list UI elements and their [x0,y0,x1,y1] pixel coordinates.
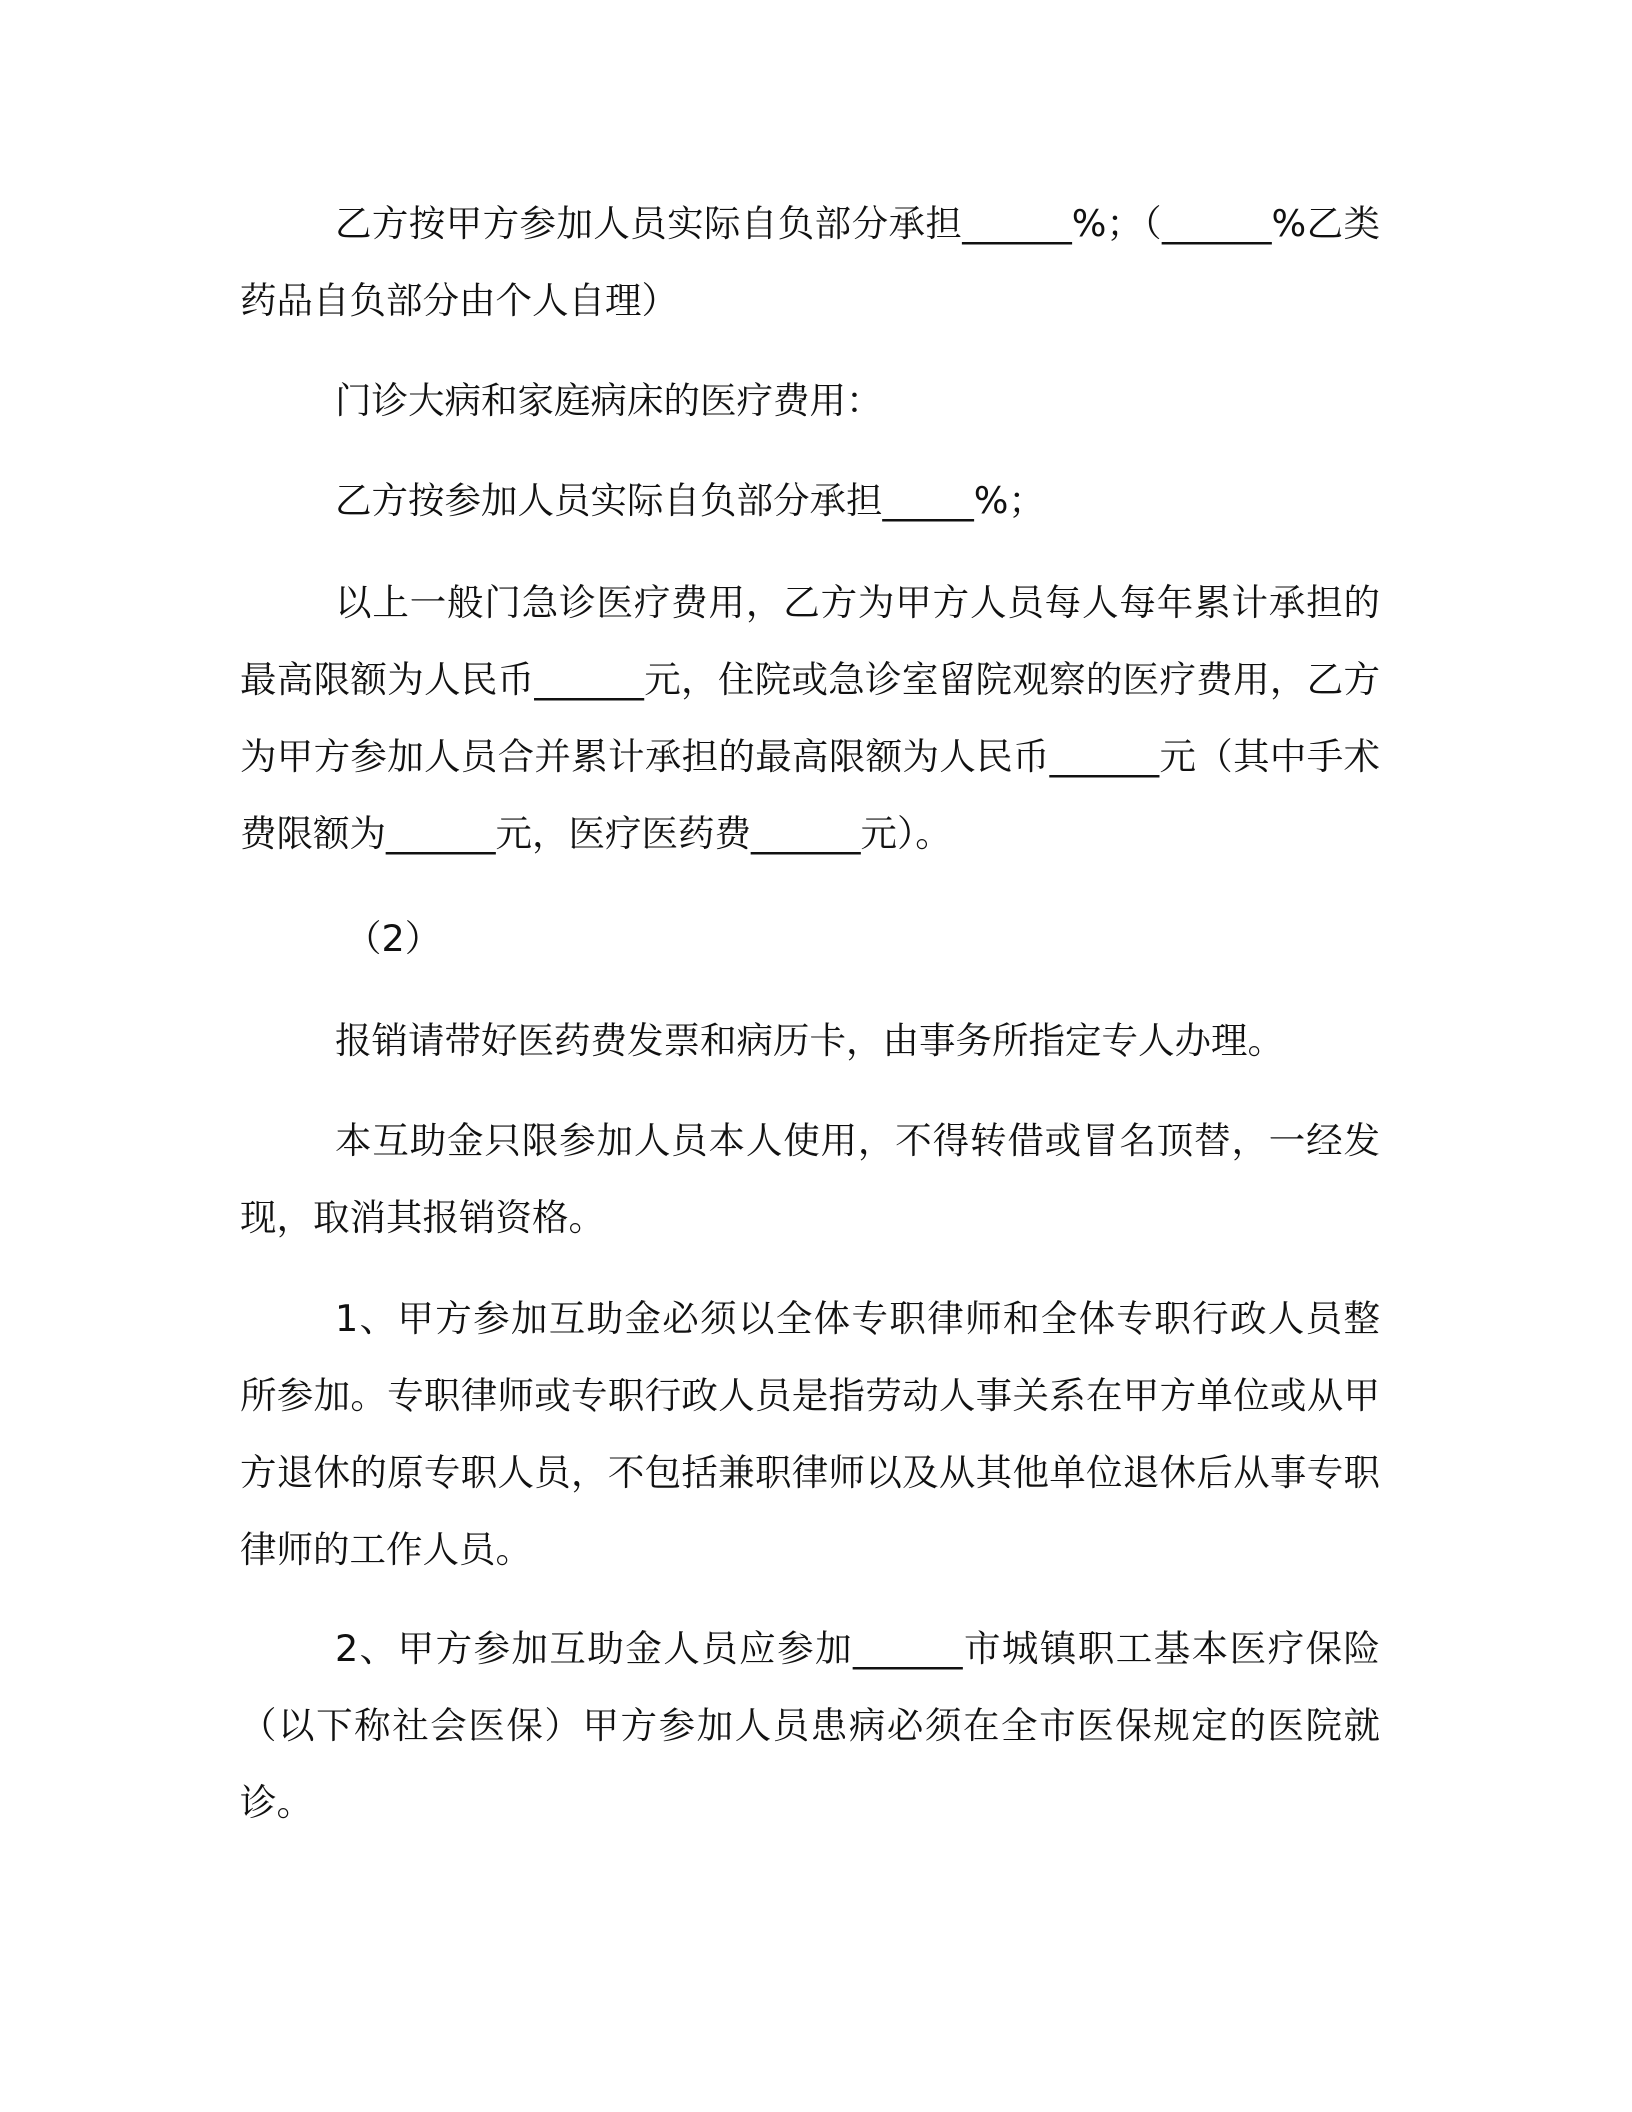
paragraph-reimbursement-procedure: 报销请带好医药费发票和病历卡，由事务所指定专人办理。 [335,1019,1284,1062]
paragraph-section-number: （2） [345,917,442,960]
paragraph-outpatient-heading: 门诊大病和家庭病床的医疗费用： [335,379,883,422]
paragraph-annual-limits: 以上一般门急诊医疗费用，乙方为甲方人员每人每年累计承担的最高限额为人民币______元，住院或急诊室留院观察的医疗费用，乙方为甲方参加人员合并累计承担的最高限额为人民币______元（其中手术费限额为______元，医疗医药费______元）。 [240,581,1380,855]
paragraph-drug-cost-share: 乙方按甲方参加人员实际自负部分承担______%；（______%乙类药品自负部分由个人自理） [240,202,1380,322]
paragraph-outpatient-share: 乙方按参加人员实际自负部分承担_____%； [335,479,1045,522]
paragraph-clause-2: 2、甲方参加互助金人员应参加______市城镇职工基本医疗保险（以下称社会医保）甲方参加人员患病必须在全市医保规定的医院就诊。 [240,1627,1380,1824]
paragraph-clause-1: 1、甲方参加互助金必须以全体专职律师和全体专职行政人员整所参加。专职律师或专职行政人员是指劳动人事关系在甲方单位或从甲方退休的原专职人员，不包括兼职律师以及从其他单位退休后从事专职律师的工作人员。 [240,1297,1380,1571]
paragraph-personal-use-only: 本互助金只限参加人员本人使用，不得转借或冒名顶替，一经发现，取消其报销资格。 [240,1119,1380,1239]
